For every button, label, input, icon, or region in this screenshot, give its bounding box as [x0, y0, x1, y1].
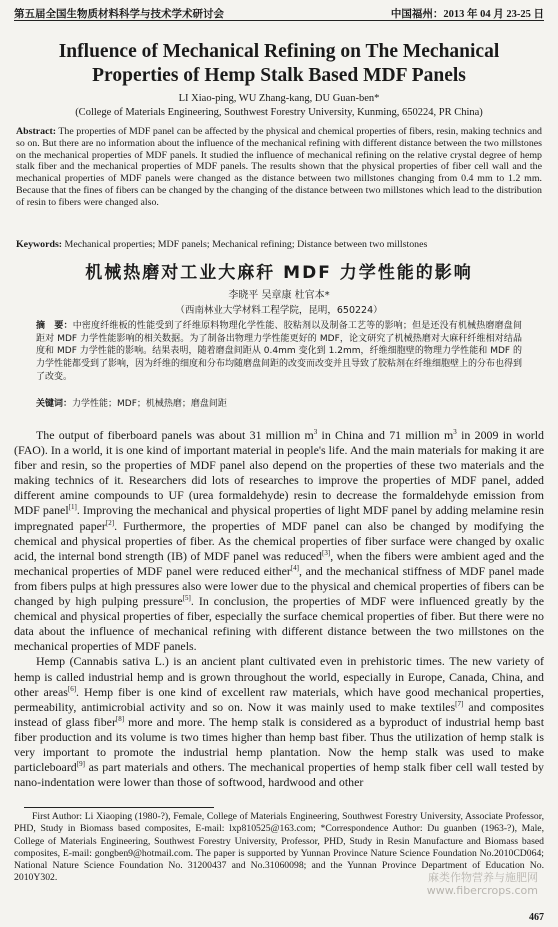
text-run: , and the mechanical stiffness of MDF panel made from fibers pulps at high pressures also were lower due to the physical and chemical properties of fibers can be changed by high pulping pressure: [14, 563, 544, 609]
chinese-authors: 李晓平 吴章康 杜官本*: [228, 290, 330, 301]
keywords-label: Keywords:: [16, 239, 63, 250]
running-header: [14, 4, 544, 21]
superscript: 3: [453, 428, 457, 437]
chinese-abstract-text: 中密度纤维板的性能受到了纤维原料物理化学性能、胶粘剂以及制备工艺等的影响；但是还没有机械热磨磨盘间距对 MDF 力学性能影响的相关数据。为了制备出物理力学性能更好的 MDF，论文研究了机械热磨对大麻秆纤维相对结晶度和 MDF 力学性能的影响。结果表明，随着磨盘间距从 0.4mm 变化到 1.2mm，纤维细胞壁的物理力学性能和 MDF 的力学性能都受到了影响，因为纤维的细度和分布均随磨盘间距的改变而改变并且导致了胶粘剂在纤维细胞壁上的分布也得到了改变。: [36, 321, 523, 382]
paper-affiliation: (College of Materials Engineering, Southwest Forestry University, Kunming, 650224, PR China): [75, 107, 483, 118]
text-run: as part materials and others. The mechanical properties of hemp stalk fiber cell wall tested by nano-indentation were lower than those of softwood, hardwood and other: [14, 760, 544, 790]
header-conference: 第五届全国生物质材料科学与技术学术研讨会: [14, 9, 224, 20]
paper-authors: LI Xiao-ping, WU Zhang-kang, DU Guan-ben*: [178, 93, 380, 104]
text-run: . In conclusion, the properties of MDF were influenced greatly by the chemical and physical properties of fiber, especially the surface chemical properties of fiber. But there were no data about the influence of mechanical refining with different distance between the two millstones on the mechanical properties of MDF panels.: [14, 594, 544, 654]
text-run: . Hemp fiber is one kind of excellent raw materials, which have good mechanical properties, permeability, antimicrobial activity and so on. Now it was mainly used to make textiles: [14, 684, 545, 714]
chinese-title: 机械热磨对工业大麻秆 MDF 力学性能的影响: [85, 263, 473, 283]
chinese-keywords: [36, 396, 522, 409]
page-number: 467: [529, 912, 544, 923]
chinese-affiliation: （西南林业大学材料工程学院，昆明，650224）: [175, 305, 383, 316]
citation: [1]: [68, 503, 77, 512]
footnote-rule: [24, 807, 214, 808]
chinese-keywords-label: 关键词：: [36, 399, 73, 409]
text-run: . Furthermore, the properties of MDF panel can also be changed by modifying the chemical and physical properties of fiber. As the chemical properties of fiber surface were changed by oxalic acid, the internal bond strength (IB) of MDF panel was reduced: [14, 518, 544, 563]
paper-title: Influence of Mechanical Refining on The Mechanical Properties of Hemp Stalk Based MDF Panels: [58, 41, 500, 86]
watermark: [427, 871, 538, 897]
body-paragraph-2: [14, 654, 544, 790]
abstract: [16, 126, 542, 209]
text-run: The output of fiberboard panels was about 31 million m: [36, 428, 314, 442]
body-text: [14, 428, 544, 790]
body-paragraph-1: [14, 428, 544, 654]
abstract-text: The properties of MDF panel can be affected by the physical and chemical properties of fibers, resin, making technics and so on. But there are no information about the influence of the mechanical refining with different distance between the two millstones on the mechanical properties of MDF panels. It studied the influence of mechanical refining on the relative crystal degree of hemp stalk fiber and the mechanical properties of MDF panels. The results shown that the physical properties of fiber cell wall and the mechanical properties of MDF panels were changed as the distance between two millstones changing from 0.4 mm to 1.2 mm. Because that the fines of fibers can be changed by the changing of the distance between two millstones which lead to the distribution of resin to fibers were changed also.: [16, 126, 542, 208]
text-run: in China and 71 million m: [317, 428, 454, 442]
footnote: First Author: Li Xiaoping (1980-?), Female, College of Materials Engineering, Southwest Forestry University, Associate Professor, PHD, Study in Biomass based composites, E-mail: lxp810525@163.com; *Correspondence Author: Du guanben (1963-?), Male, College of Materials Engineering, Southwest Forestry University, Professor, PHD, Study in Resin Manufacture and Biomass based composites, E-mail: gongben9@hotmail.com. The paper is supported by Yunnan Province Nature Science Foundation No.2010CD064; National Nature Science Foundation No. 31200437 and No.31060098; and the Yunnan Province Department of Education No. 2010Y302.: [14, 811, 544, 884]
text-run: , when the fibers were ambient aged and the mechanical properties of MDF panel were reduced either: [14, 548, 545, 578]
header-date: 中国福州：2013 年 04 月 23-25 日: [390, 9, 544, 20]
abstract-label: Abstract:: [16, 126, 57, 137]
citation: [3]: [322, 548, 331, 557]
chinese-keywords-text: 力学性能；MDF；机械热磨；磨盘间距: [72, 399, 227, 409]
watermark-url: www.fibercrops.com: [426, 884, 538, 897]
citation: [9]: [76, 760, 85, 769]
citation: [6]: [67, 684, 77, 693]
chinese-abstract-label: 摘 要：: [36, 321, 73, 331]
keywords-text: Mechanical properties; MDF panels; Mechanical refining; Distance between two millstones: [62, 239, 428, 250]
text-run: in 2009 in world (FAO). In a world, it is one kind of important material in people's life. And the main materials for making it are fiber and resin, so the properties of MDF panel also depend on the properties of these two materials and the making technics of it. Researchers did lots of researches to improve the properties of MDF panel, added different amine compounds to UF (urea formaldehyde) resin to decrease the formaldehyde emission from MDF panel: [14, 428, 544, 518]
keywords: [16, 239, 542, 251]
text-run: Hemp (Cannabis sativa L.) is an ancient plant cultivated even in prehistoric times. The new variety of hemp is called industrial hemp and is grown throughout the world, especially in Europe, Canada, China, and other areas: [14, 654, 544, 699]
watermark-site-name: 麻类作物营养与施肥网: [428, 871, 538, 884]
superscript: 3: [313, 428, 318, 437]
chinese-abstract: [36, 320, 522, 384]
citation: [8]: [115, 714, 125, 723]
citation: [4]: [290, 563, 299, 572]
text-run: more and more. The hemp stalk is considered as a byproduct of industrial hemp bast fiber production and its volume is two times higher than hemp bast fiber. Thus the utilization of hemp stalk is very important to promote the industrial hemp plantation. Now the hemp stalk was used to make particleboard: [14, 714, 544, 775]
text-run: and composites instead of glass fiber: [14, 699, 544, 729]
citation: [2]: [105, 518, 115, 527]
text-run: . Improving the mechanical and physical properties of light MDF panel by adding melamine resin impregnated paper: [14, 503, 544, 533]
citation: [7]: [455, 699, 464, 708]
citation: [5]: [182, 594, 191, 603]
